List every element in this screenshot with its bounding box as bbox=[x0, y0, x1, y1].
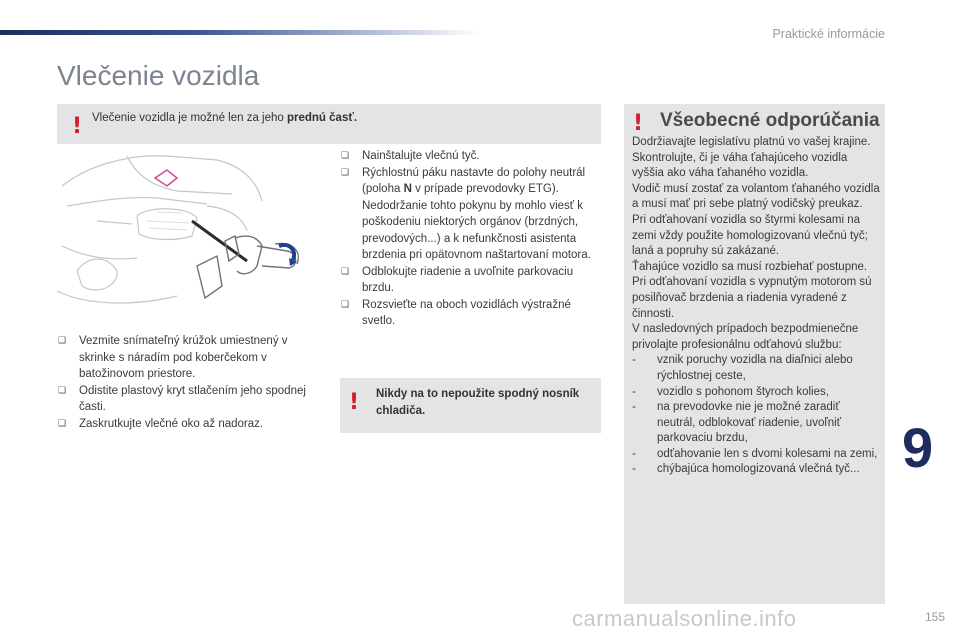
general-recommendations-box bbox=[624, 104, 885, 604]
towing-eye-illustration bbox=[57, 146, 319, 318]
dash-item bbox=[632, 462, 880, 478]
dash-marker: - bbox=[632, 447, 636, 460]
square-bullet-icon: ❑ bbox=[341, 167, 350, 178]
list-item bbox=[340, 165, 602, 264]
square-bullet-icon: ❑ bbox=[58, 418, 67, 429]
section-title: Praktické informácie bbox=[772, 27, 885, 41]
step-text: Zaskrutkujte vlečné oko až nadoraz. bbox=[79, 417, 264, 430]
top-warning-normal: Vlečenie vozidla je možné len za jeho bbox=[92, 112, 287, 124]
step-text: Vezmite snímateľný krúžok umiestnený v skrinke s náradím pod koberčekom v batožinovom priestore. bbox=[79, 335, 288, 380]
page-title: Vlečenie vozidla bbox=[57, 60, 260, 91]
step-text: Rozsvieťte na oboch vozidlách výstražné svetlo. bbox=[362, 298, 571, 327]
left-steps-list bbox=[57, 333, 307, 432]
side-box-content bbox=[632, 135, 880, 478]
step-text: Rýchlostnú páku nastavte do polohy neutrál (poloha bbox=[362, 166, 586, 195]
dash-item-text: vozidlo s pohonom štyroch kolies, bbox=[657, 385, 829, 398]
warning-exclamation-icon: ! bbox=[633, 111, 644, 136]
watermark: carmanualsonline.info bbox=[572, 606, 797, 631]
header-accent-bar bbox=[0, 30, 480, 35]
square-bullet-icon: ❑ bbox=[58, 385, 67, 396]
top-warning-box bbox=[57, 104, 601, 144]
warning-exclamation-icon: ! bbox=[349, 390, 360, 415]
paragraph: V nasledovných prípadoch bezpodmienečne privolajte profesionálnu odťahovú službu: bbox=[632, 323, 859, 351]
dash-marker: - bbox=[632, 354, 636, 367]
dash-item bbox=[632, 353, 880, 384]
paragraph: Vodič musí zostať za volantom ťahaného vozidla a musí mať pri sebe platný vodičský preukaz. bbox=[632, 182, 880, 211]
dash-item bbox=[632, 400, 880, 447]
paragraph: Pri odťahovaní vozidla so štyrmi kolesami na zemi vždy použite homologizovanú vlečnú tyč; laná a popruhy sú zakázané. bbox=[632, 213, 868, 258]
dash-item-text: vznik poruchy vozidla na diaľnici alebo rýchlostnej ceste, bbox=[657, 354, 853, 382]
paragraph: Skontrolujte, či je váha ťahajúceho vozidla vyššia ako váha ťahaného vozidla. bbox=[632, 151, 848, 180]
list-item bbox=[340, 264, 602, 297]
step-text-after: v prípade prevodovky ETG). bbox=[411, 183, 559, 195]
dash-item bbox=[632, 447, 880, 463]
square-bullet-icon: ❑ bbox=[341, 266, 350, 277]
paragraph: Dodržiavajte legislatívu platnú vo vašej krajine. bbox=[632, 136, 871, 148]
square-bullet-icon: ❑ bbox=[341, 151, 350, 161]
page-number: 155 bbox=[924, 610, 945, 624]
step-text: Odblokujte riadenie a uvoľnite parkovaciu brzdu. bbox=[362, 265, 574, 294]
bottom-warning-text: Nikdy na to nepoužite spodný nosník chladiča. bbox=[376, 388, 580, 417]
dash-marker: - bbox=[632, 385, 636, 398]
list-item bbox=[57, 383, 307, 416]
list-item bbox=[340, 148, 602, 165]
right-steps-list bbox=[340, 148, 602, 330]
top-warning-text bbox=[92, 112, 357, 124]
list-item bbox=[340, 297, 602, 330]
paragraph: Pri odťahovaní vozidla s vypnutým motorom sú posilňovač brzdenia a riadenia vyradené z činnosti. bbox=[632, 276, 872, 320]
step-note: Nedodržanie tohto pokynu by mohlo viesť k poškodeniu niektorých orgánov (brzdných, prevodových...) a k nefunkčnosti asistenta brzdenia pri opätovnom naštartovaní motora. bbox=[362, 199, 591, 261]
list-item bbox=[57, 333, 307, 383]
side-box-title: Všeobecné odporúčania bbox=[660, 110, 880, 131]
paragraph: Ťahajúce vozidlo sa musí rozbiehať postupne. bbox=[632, 260, 868, 273]
bottom-warning-box bbox=[340, 378, 601, 433]
step-text: Nainštalujte vlečnú tyč. bbox=[362, 150, 480, 162]
gear-position-label: N bbox=[403, 183, 412, 195]
list-item bbox=[57, 416, 307, 433]
square-bullet-icon: ❑ bbox=[341, 299, 350, 310]
top-warning-bold: prednú časť. bbox=[286, 112, 358, 124]
dash-marker: - bbox=[632, 463, 636, 476]
dash-item-text: na prevodovke nie je možné zaradiť neutrál, odblokovať riadenie, uvoľniť parkovaciu brzdu, bbox=[657, 401, 841, 445]
warning-exclamation-icon: ! bbox=[72, 114, 83, 139]
chapter-number: 9 bbox=[902, 416, 934, 479]
dash-item-text: odťahovanie len s dvomi kolesami na zemi, bbox=[657, 447, 878, 460]
square-bullet-icon: ❑ bbox=[58, 336, 67, 346]
dash-marker: - bbox=[632, 401, 636, 414]
dash-item-text: chýbajúca homologizovaná vlečná tyč... bbox=[657, 463, 860, 476]
step-text: Odistite plastový kryt stlačením jeho spodnej časti. bbox=[79, 384, 306, 413]
dash-item bbox=[632, 385, 880, 401]
